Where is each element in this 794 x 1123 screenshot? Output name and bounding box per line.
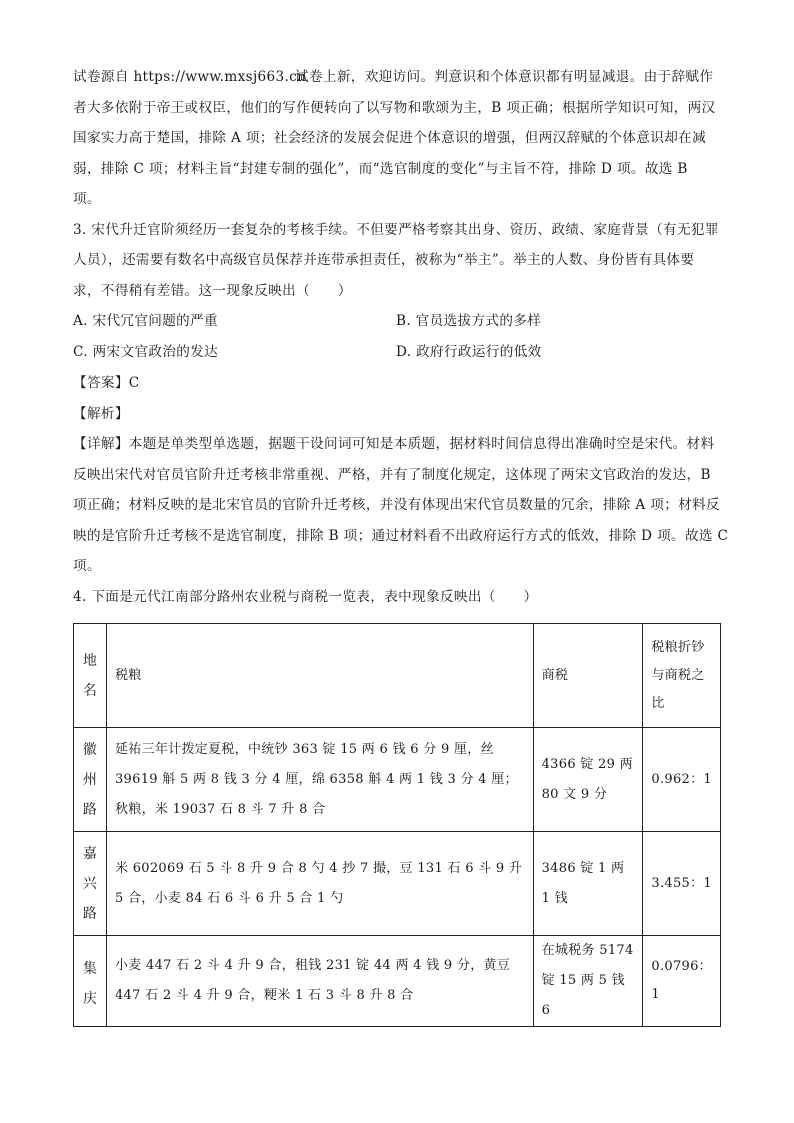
header-place: 地名 xyxy=(74,624,107,728)
option-b: B. 官员选拔方式的多样 xyxy=(396,313,542,329)
explanation-line: 项。 xyxy=(73,191,101,207)
option-a: A. 宋代冗官问题的严重 xyxy=(73,313,219,329)
cell-commercial-tax: 在城税务 5174 锭 15 两 5 钱 6 xyxy=(533,936,643,1027)
question-stem-line: 人员），还需要有数名中高级官员保荐并连带承担责任，被称为“举主”。举主的人数、身份皆有具体要 xyxy=(73,252,695,268)
cell-commercial-tax: 4366 锭 29 两 80 文 9 分 xyxy=(533,728,643,832)
option-d: D. 政府行政运行的低效 xyxy=(396,343,542,360)
header-commercial-tax: 商税 xyxy=(533,624,643,728)
detail-line: 【详解】本题是单类型单选题，据题干设问词可知是本质题，据材料时间信息得出准确时空是宋代。材料 xyxy=(73,436,715,452)
answer-options xyxy=(73,306,723,368)
cell-commercial-tax: 3486 锭 1 两 1 钱 xyxy=(533,832,643,936)
cell-ratio: 0.962：1 xyxy=(643,728,721,832)
cell-grain-tax: 米 602069 石 5 斗 8 升 9 合 8 勺 4 抄 7 撮，豆 131 石 6 斗 9 升 5 合，小麦 84 石 6 斗 6 升 5 合 1 勺 xyxy=(106,832,533,936)
cell-ratio: 3.455：1 xyxy=(643,832,721,936)
source-label: 试卷源自 https://www.mxsj663.cn xyxy=(73,69,307,85)
question-stem-line: 3. 宋代升迁官阶须经历一套复杂的考核手续。不但要严格考察其出身、资历、政绩、家庭背景（有无犯罪 xyxy=(73,221,719,238)
tax-table xyxy=(73,623,721,1027)
detail-line: 映的是官阶升迁考核不是选官制度，排除 B 项；通过材料看不出政府运行方式的低效，排除 D 项。故选 C xyxy=(73,527,729,544)
cell-ratio: 0.0796：1 xyxy=(643,936,721,1027)
analysis-label: 【解析】 xyxy=(73,405,129,422)
explanation-line: 者大多依附于帝王或权臣，他们的写作便转向了以写物和歌颂为主，B 项正确；根据所学知识可知，两汉 xyxy=(73,99,716,116)
header-grain-tax: 税粮 xyxy=(106,624,533,728)
explanation-line: 弱，排除 C 项；材料主旨“封建专制的强化”，而“选官制度的变化”与主旨不符，排除 D 项。故选 B xyxy=(73,160,688,177)
header-ratio: 税粮折钞与商税之比 xyxy=(643,624,721,728)
cell-grain-tax: 小麦 447 石 2 斗 4 升 9 合，租钱 231 锭 44 两 4 钱 9 分，黄豆 447 石 2 斗 4 升 9 合，粳米 1 石 3 斗 8 升 8 合 xyxy=(106,936,533,1027)
document-page xyxy=(73,62,729,612)
table-row xyxy=(74,936,721,1027)
cell-place: 集庆 xyxy=(74,936,107,1027)
previous-explanation xyxy=(73,93,723,215)
header-continuation: 试卷上新，欢迎访问。判意识和个体意识都有明显减退。由于辞赋作 xyxy=(295,69,714,85)
header-line xyxy=(73,62,723,93)
explanation-line: 国家实力高于楚国，排除 A 项；社会经济的发展会促进个体意识的增强，但两汉辞赋的个体意识却在减 xyxy=(73,130,707,146)
table-header-row xyxy=(74,624,721,728)
cell-place: 嘉兴路 xyxy=(74,832,107,936)
detail-line: 反映出宋代对官员官阶升迁考核非常重视、严格，并有了制度化规定，这体现了两宋文官政治的发达，B xyxy=(73,466,711,483)
option-c: C. 两宋文官政治的发达 xyxy=(73,343,219,360)
detail-line: 项。 xyxy=(73,558,101,574)
question-3 xyxy=(73,215,729,582)
detail-line: 项正确；材料反映的是北宋官员的官阶升迁考核，并没有体现出宋代官员数量的冗余，排除 A 项；材料反 xyxy=(73,497,720,513)
cell-place: 徽州路 xyxy=(74,728,107,832)
question-4-stem: 4. 下面是元代江南部分路州农业税与商税一览表，表中现象反映出（ ） xyxy=(73,588,538,605)
answer-line: 【答案】C xyxy=(73,375,140,391)
cell-grain-tax: 延祐三年计拨定夏税，中统钞 363 锭 15 两 6 钱 6 分 9 厘，丝 39619 斛 5 两 8 钱 3 分 4 厘，绵 6358 斛 4 两 1 钱 3 分 4 厘；秋粮，米 19037 石 8 斗 7 升 8 合 xyxy=(106,728,533,832)
question-stem-line: 求，不得稍有差错。这一现象反映出（ ） xyxy=(73,282,352,299)
table-row xyxy=(74,832,721,936)
table-row xyxy=(74,728,721,832)
